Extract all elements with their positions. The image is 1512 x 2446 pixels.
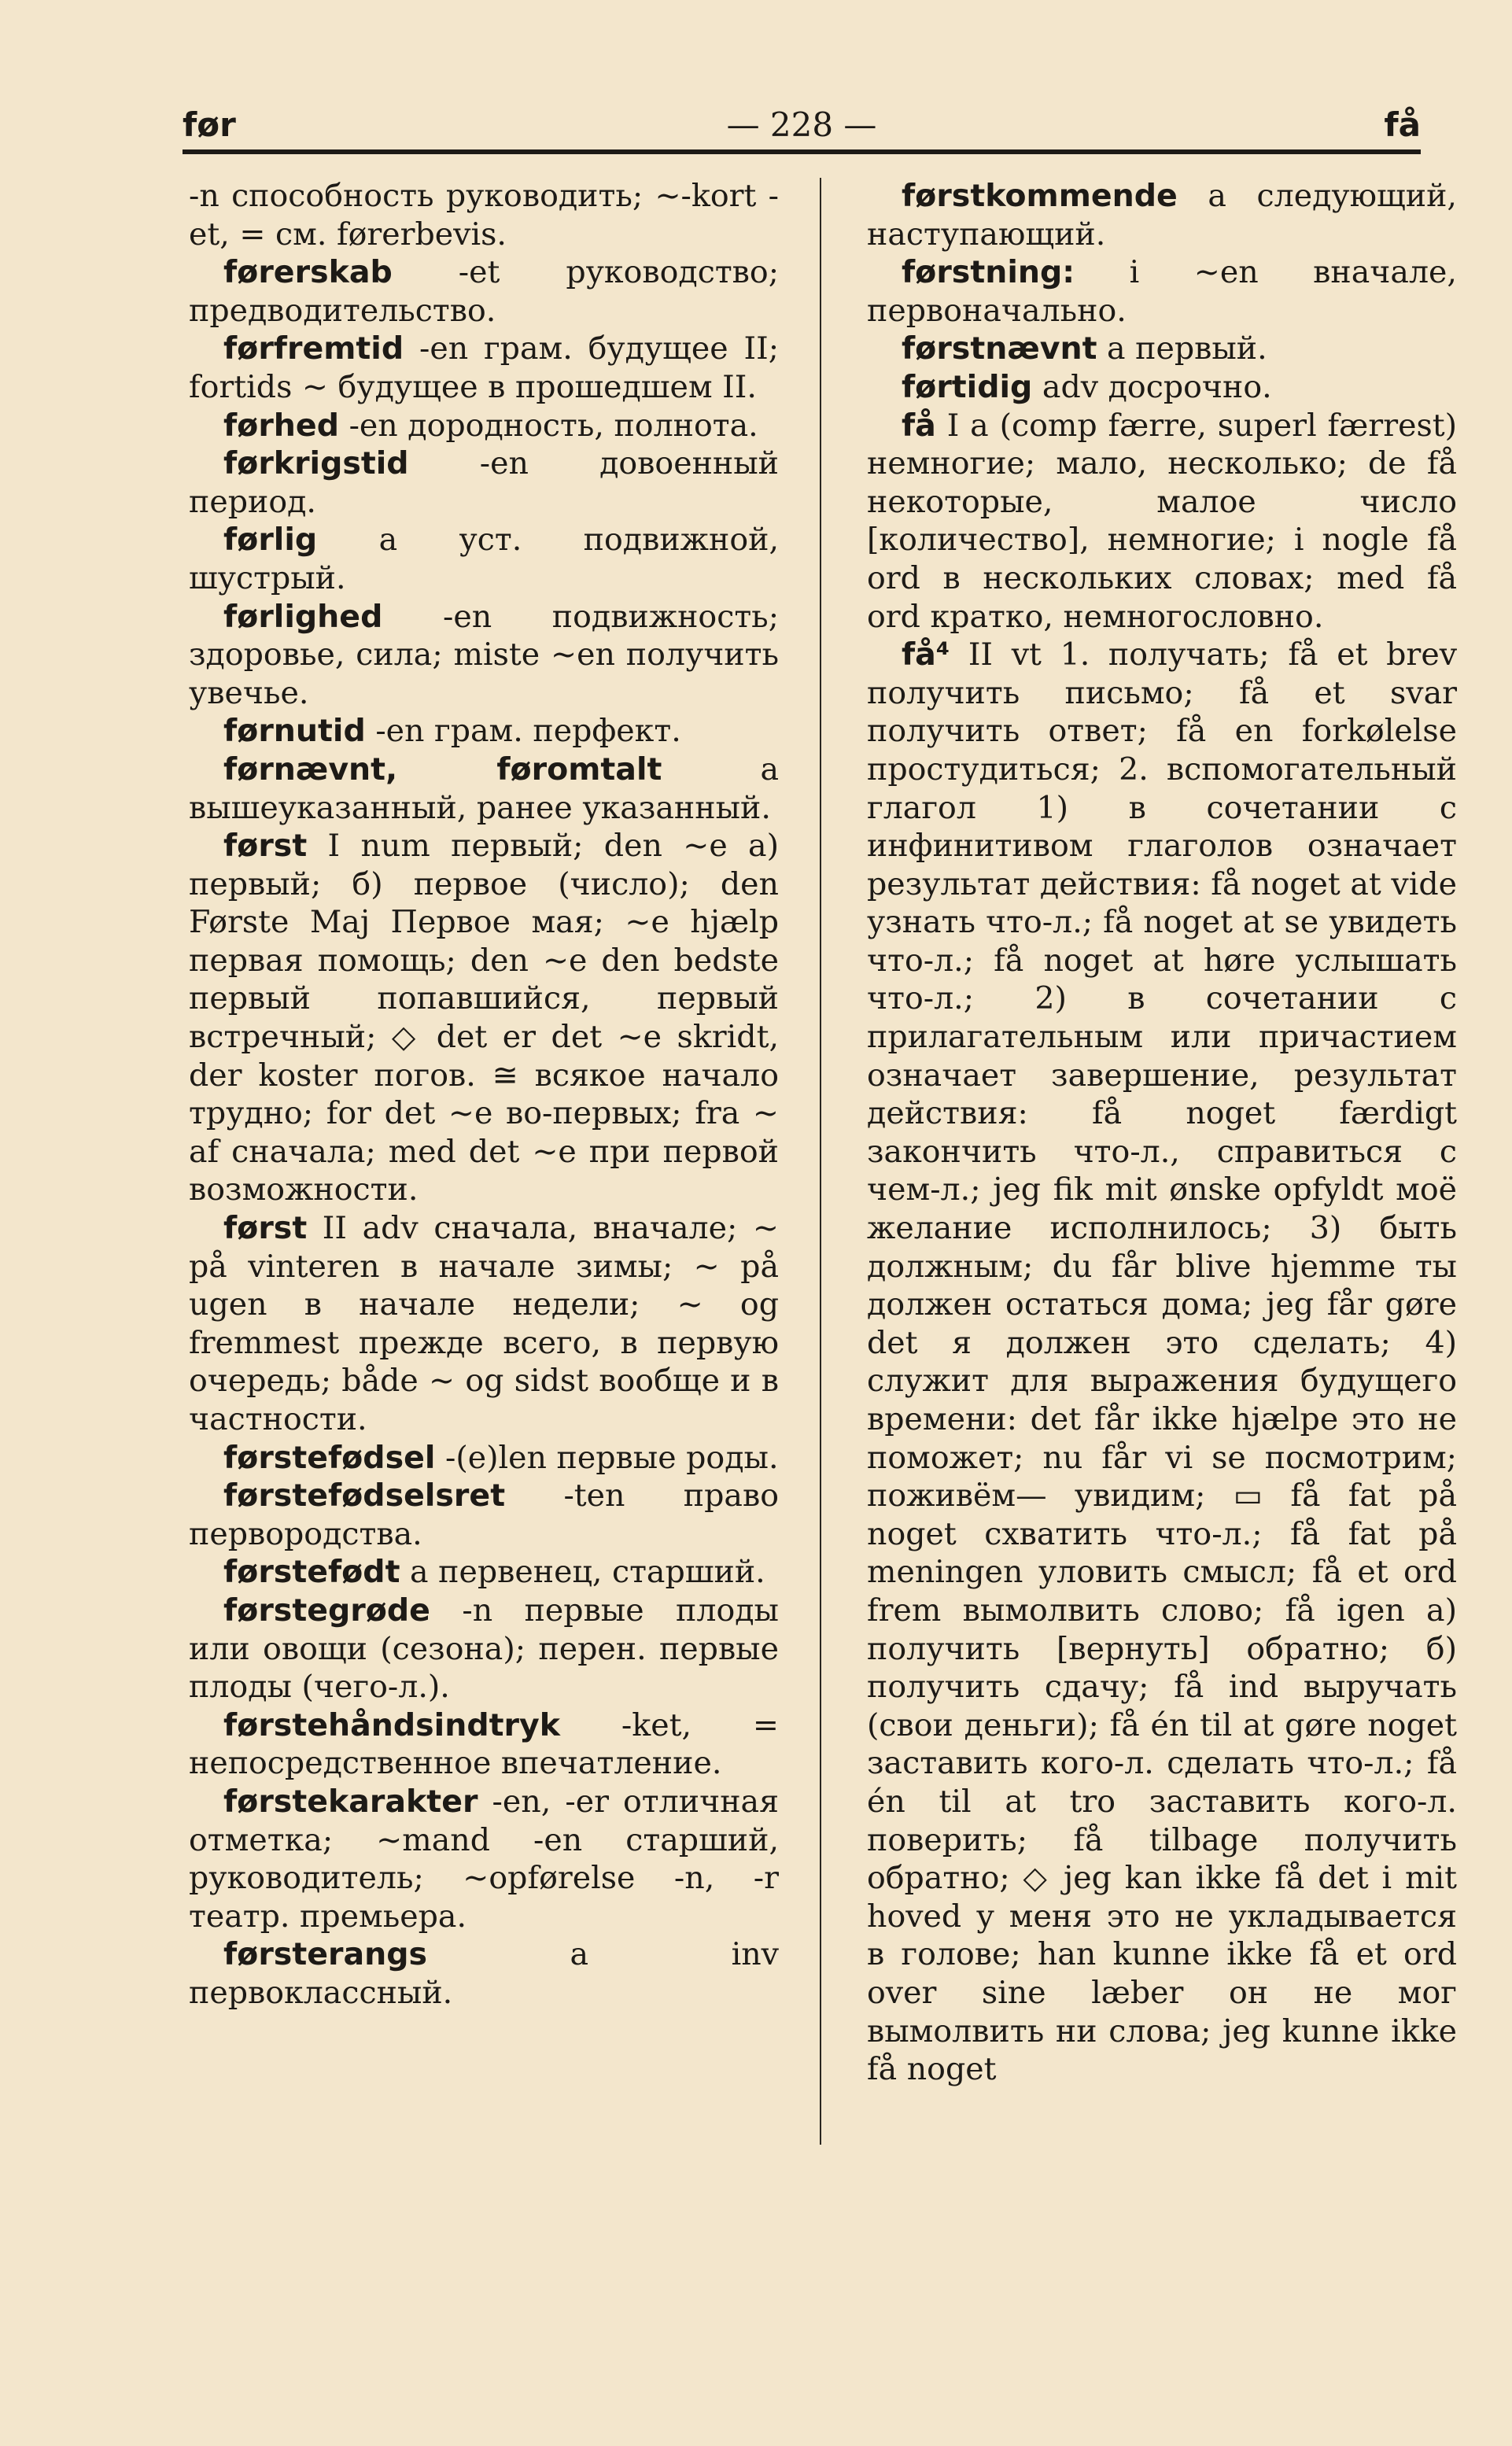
dictionary-entry [189, 445, 779, 521]
entry-headword: førnutid [223, 713, 366, 750]
entry-headword: førstefødselsret [223, 1478, 506, 1514]
dictionary-entry [867, 177, 1457, 253]
entry-headword: få⁴ [902, 636, 950, 673]
entry-definition: -en грам. будущее II; fortids ~ будущее в прошедшем II. [189, 330, 780, 405]
entry-headword: førstegrøde [223, 1592, 430, 1629]
entry-definition: -(e)len первые роды. [444, 1439, 779, 1476]
entry-definition: -en подвижность; здоровье, сила; miste ~en получить увечье. [189, 598, 779, 711]
entry-headword: førfremtid [223, 330, 404, 367]
dictionary-entry [867, 368, 1457, 407]
column-divider [820, 178, 821, 2145]
entry-headword: førstning: [902, 254, 1075, 291]
entry-headword: førerskab [223, 254, 393, 291]
dictionary-entry [189, 1592, 779, 1706]
entry-definition: I num первый; den ~e а) первый; б) первое (число); den Første Maj Первое мая; ~e hjælp первая помощь; den ~e den bedste первый попавшийся, первый встречный; ◇ det er det ~e skridt, der koster погов. ≅ всякое начало трудно; for det ~e во-первых; fra ~ af сначала; med det ~e при первой возможности. [189, 828, 779, 1208]
entry-definition: a первый. [1107, 330, 1267, 367]
entry-headword: førkrigstid [223, 445, 409, 482]
dictionary-entry [189, 1706, 779, 1783]
entry-definition: -en, -er отличная отметка; ~mand -en старший, руководитель; ~opførelse -n, -r театр. премьера. [189, 1783, 779, 1935]
entry-headword: førtidig [902, 368, 1033, 405]
entry-headword: først [223, 828, 308, 865]
dictionary-entry [189, 407, 779, 445]
entry-headword: førsterangs [223, 1936, 428, 1973]
entry-definition: adv досрочно. [1042, 368, 1272, 405]
entry-definition: -en довоенный период. [189, 445, 779, 520]
dictionary-entry [189, 751, 779, 827]
page-header [183, 101, 1421, 149]
entry-headword: førstekarakter [223, 1783, 478, 1820]
dictionary-entry [189, 598, 779, 713]
dictionary-entry [867, 253, 1457, 330]
dictionary-entry [867, 636, 1457, 2089]
dictionary-entry [189, 1477, 779, 1553]
entry-headword: førlig [223, 522, 318, 559]
dictionary-entry [189, 1553, 779, 1592]
entry-definition: I a (comp færre, superl færrest) немногие; мало, несколько; de få некоторые, малое число [количество], немногие; i nogle få ord в нескольких словах; med få ord кратко, немногословно. [867, 407, 1458, 635]
dictionary-entry [189, 253, 779, 330]
entry-definition: a уст. подвижной, шустрый. [189, 522, 779, 596]
entry-headword: først [223, 1210, 308, 1247]
right-column [867, 177, 1457, 2089]
entry-headword: førstnævnt [902, 330, 1097, 367]
entry-definition: a следующий, наступающий. [867, 178, 1457, 253]
entry-definition: a вышеуказанный, ранее указанный. [189, 751, 779, 826]
right-guide-word: få [1384, 105, 1421, 144]
dictionary-entry [867, 330, 1457, 368]
entry-headword: førnævnt, føromtalt [223, 751, 662, 788]
dictionary-entry [189, 1935, 779, 2012]
page-number: — 228 — [726, 105, 877, 144]
entry-definition: -n способность руководить; ~-kort -et, = см. førerbevis. [189, 178, 779, 253]
entry-headword: førstehåndsindtryk [223, 1706, 560, 1743]
entry-definition: a inv первоклассный. [189, 1936, 779, 2011]
dictionary-entry [189, 712, 779, 751]
entry-definition: i ~en вначале, первоначально. [867, 254, 1457, 329]
dictionary-entry [189, 330, 779, 406]
dictionary-entry [189, 521, 779, 597]
entry-definition: -en грам. перфект. [375, 713, 681, 750]
entry-headword: førhed [223, 407, 339, 444]
entry-definition: -n первые плоды или овощи (сезона); перен. первые плоды (чего-л.). [189, 1592, 779, 1706]
dictionary-entry [189, 1783, 779, 1935]
dictionary-entry [189, 1439, 779, 1478]
entry-headword: førstefødsel [223, 1439, 436, 1476]
entry-definition: -ten право первородства. [189, 1478, 779, 1552]
entry-definition: a первенец, старший. [410, 1554, 765, 1591]
left-column [189, 177, 779, 2013]
entry-headword: førstkommende [902, 178, 1178, 214]
dictionary-entry [867, 407, 1457, 636]
dictionary-entry [189, 177, 779, 253]
dictionary-entry [189, 827, 779, 1209]
entry-definition: -en дородность, полнота. [348, 407, 758, 444]
entry-headword: få [902, 407, 936, 444]
dictionary-entry [189, 1209, 779, 1439]
entry-headword: førstefødt [223, 1554, 400, 1591]
entry-definition: II adv сначала, вначале; ~ på vinteren в начале зимы; ~ på ugen в начале недели; ~ og fremmest прежде всего, в первую очередь; både ~ og sidst вообще и в частности. [189, 1210, 780, 1437]
entry-definition: II vt 1. получать; få et brev получить письмо; få et svar получить ответ; få en forkølelse простудиться; 2. вспомогательный глагол 1) в сочетании с инфинитивом глаголов означает результат действия: få noget at vide узнать что-л.; få noget at se увидеть что-л.; få noget at høre услышать что-л.; 2) в сочетании с прилагательным или причастием означает завершение, результат действия: få noget færdigt закончить что-л., справиться с чем-л.; jeg fik mit ønske opfyldt моё желание исполнилось; 3) быть должным; du får blive hjemme ты должен остаться дома; jeg får gøre det я должен это сделать; 4) служит для выражения будущего времени: det får ikke hjælpe это не поможет; nu får vi se посмотрим; поживём— увидим; ▭ få fat på noget схватить что-л.; få fat på meningen уловить смысл; få et ord frem вымолвить слово; få igen а) получить [вернуть] обратно; б) получить сдачу; få ind выручать (свои деньги); få én til at gøre noget заставить кого-л. сделать что-л.; få én til at tro заставить кого-л. поверить; få tilbage получить обратно; ◇ jeg kan ikke få det i mit hoved у меня это не укладывается в голове; han kunne ikke få et ord over sine læber он не мог вымолвить ни слова; jeg kunne ikke få noget [867, 636, 1458, 2088]
entry-headword: førlighed [223, 598, 383, 635]
header-rule [183, 149, 1421, 154]
entry-definition: -ket, = непосредственное впечатление. [189, 1706, 779, 1782]
left-guide-word: før [183, 105, 236, 144]
entry-definition: -et руководство; предводительство. [189, 254, 779, 329]
